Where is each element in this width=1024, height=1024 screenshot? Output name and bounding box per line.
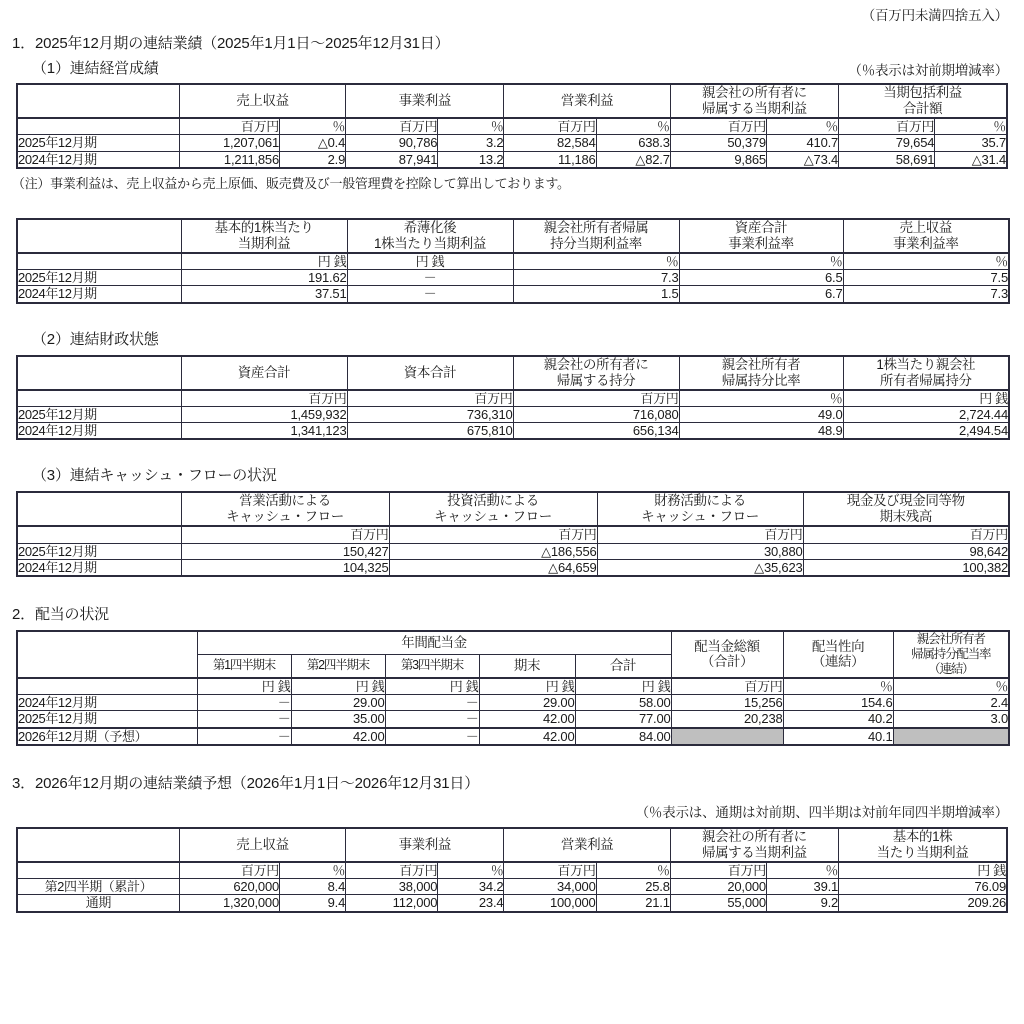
table-header-row [17,356,1009,390]
cell-q1: － [197,711,291,728]
table-row-forecast [17,728,1009,745]
cell-q2: 42.00 [291,728,385,745]
cell-financing-cf: △35,623 [597,559,803,576]
header-margin-line1: 売上収益 [899,219,952,235]
table-unit-row [17,118,1007,135]
unit-total-assets: 百万円 [181,390,347,407]
cell-dividend-total: 77.00 [575,711,671,728]
cell-operating-profit-pct: 21.1 [596,895,670,912]
cell-net-income: 20,000 [670,879,766,895]
table-row [17,151,1007,168]
header-net-income-line1: 親会社の所有者に [701,85,807,100]
header-net-income [670,84,838,118]
header-comprehensive-income [839,84,1007,118]
header-net-income-line2: 帰属する当期利益 [701,844,807,860]
header-total-dividend-line1: 配当金総額 [694,638,760,654]
unit-revenue-yen: 百万円 [179,862,279,879]
cell-diluted-eps: － [347,270,513,286]
header-financing-cf-line1: 財務活動による [654,493,746,509]
table-row [17,135,1007,151]
cell-revenue: 1,207,061 [179,135,279,151]
cell-year-end: 42.00 [479,728,575,745]
row-label: 2026年12月期（予想） [17,728,197,745]
cell-operating-profit-pct: 25.8 [596,879,670,895]
cell-operating-profit: 34,000 [504,879,596,895]
cash-flow-table [16,491,1010,577]
rounding-note: （百万円未満四捨五入） [861,8,1008,23]
section1-heading: 1．2025年12月期の連結業績（2025年1月1日～2025年12月31日） [12,35,450,52]
header-total-equity: 資本合計 [347,356,513,390]
cell-revenue-pct: 9.4 [280,895,346,912]
header-equity-ratio-line2: 帰属持分比率 [721,372,801,388]
cell-total-equity: 736,310 [347,406,513,422]
header-business-profit: 事業利益 [346,828,504,862]
table-header-row [17,492,1009,526]
unit-business-pct: ％ [438,862,504,879]
cell-payout: 40.1 [783,728,893,745]
section1-sub1-heading: （1）連結経営成績 [32,60,159,77]
header-cash-end-line1: 現金及び現金同等物 [846,493,965,509]
table-header-row [17,219,1009,253]
header-business-profit: 事業利益 [346,84,504,118]
section1-note1: （注）事業利益は、売上収益から売上原価、販売費及び一般管理費を控除して算出しております。 [12,175,570,191]
unit-q2: 円 銭 [291,678,385,695]
cell-net-income-pct: 410.7 [766,135,838,151]
header-financing-cf [597,492,803,526]
financial-position-table [16,355,1010,441]
section3-note: （％表示は、通期は対前期、四半期は対前年同四半期増減率） [635,804,1008,820]
header-net-income [670,828,838,862]
cell-parent-equity: 716,080 [513,406,679,422]
header-payout-ratio-line2: （連結） [811,654,865,670]
row-label: 2024年12月期 [17,694,197,710]
cell-year-end: 29.00 [479,694,575,710]
cell-revenue: 1,211,856 [179,151,279,168]
table-header-row [17,828,1007,862]
unit-financing-cf: 百万円 [597,526,803,543]
unit-eps: 円 銭 [839,862,1007,879]
header-revenue: 売上収益 [179,828,345,862]
cell-equity-ratio: 49.0 [679,406,843,422]
cell-business-profit-pct: 3.2 [438,135,504,151]
row-label: 2025年12月期 [17,135,179,151]
section1-sub1-note: （％表示は対前期増減率） [848,63,1008,78]
cell-margin: 7.5 [843,270,1009,286]
row-label: 通期 [17,895,179,912]
unit-dividend-total: 円 銭 [575,678,671,695]
corner-cell [17,828,179,862]
cell-revenue-pct: △0.4 [280,135,346,151]
unit-net-yen: 百万円 [670,118,766,135]
unit-roa: ％ [679,253,843,270]
cell-net-income: 9,865 [670,151,766,168]
cell-q3: － [385,694,479,710]
header-annual-dividend-group: 年間配当金 [197,631,671,654]
unit-parent-equity: 百万円 [513,390,679,407]
table-row [17,406,1009,422]
row-label: 2024年12月期 [17,559,181,576]
cell-total-amount: 15,256 [671,694,783,710]
cell-operating-profit-pct: 638.3 [596,135,670,151]
section3-heading: 3．2026年12月期の連結業績予想（2026年1月1日～2026年12月31日） [12,774,479,792]
section2-heading: 2．配当の状況 [12,606,109,624]
unit-operating-pct: ％ [596,862,670,879]
unit-business-yen: 百万円 [346,862,438,879]
header-parent-equity-line2: 帰属する持分 [556,372,636,388]
table-row [17,879,1007,895]
cell-net-income-pct: 39.1 [766,879,838,895]
table-header-row-top [17,631,1009,654]
cell-net-income: 50,379 [670,135,766,151]
cell-margin: 7.3 [843,286,1009,303]
unit-revenue-pct: ％ [280,118,346,135]
cell-business-profit-pct: 34.2 [438,879,504,895]
cell-total-assets: 1,341,123 [181,423,347,440]
header-investing-cf-line1: 投資活動による [447,493,539,509]
unit-revenue-pct: ％ [280,862,346,879]
header-doe [893,631,1009,677]
cell-equity-ratio: 48.9 [679,423,843,440]
cell-business-profit: 112,000 [346,895,438,912]
cell-q1: － [197,728,291,745]
header-bps-line1: 1株当たり親会社 [876,356,976,372]
unit-business-pct: ％ [438,118,504,135]
header-eps-line2: 当たり当期利益 [876,844,969,860]
cell-roa: 6.5 [679,270,843,286]
cell-total-assets: 1,459,932 [181,406,347,422]
table-row [17,895,1007,912]
unit-margin: ％ [843,253,1009,270]
unit-comp-yen: 百万円 [839,118,935,135]
cell-net-income: 55,000 [670,895,766,912]
cell-doe: 3.0 [893,711,1009,728]
cell-investing-cf: △186,556 [389,543,597,559]
table-row [17,423,1009,440]
unit-business-yen: 百万円 [346,118,438,135]
unit-corner-cell [17,118,179,135]
unit-total-amount: 百万円 [671,678,783,695]
corner-cell [17,84,179,118]
header-operating-profit: 営業利益 [504,84,670,118]
header-operating-profit: 営業利益 [504,828,670,862]
cell-diluted-eps: － [347,286,513,303]
cell-revenue-pct: 2.9 [280,151,346,168]
header-total-dividend-line2: （合計） [700,654,754,670]
cell-revenue-pct: 8.4 [280,879,346,895]
table-unit-row [17,862,1007,879]
corner-cell [17,492,181,526]
header-margin [843,219,1009,253]
header-diluted-eps-line1: 希薄化後 [403,219,457,235]
header-payout-ratio-line1: 配当性向 [811,638,865,654]
header-cash-end [803,492,1009,526]
consolidated-results-table [16,83,1008,169]
cell-payout: 154.6 [783,694,893,710]
unit-operating-yen: 百万円 [504,862,596,879]
table-row [17,543,1009,559]
cell-q2: 35.00 [291,711,385,728]
unit-investing-cf: 百万円 [389,526,597,543]
header-q3-end: 第3四半期末 [385,654,479,677]
cell-investing-cf: △64,659 [389,559,597,576]
header-operating-cf [181,492,389,526]
row-label: 2024年12月期 [17,423,181,440]
unit-equity-ratio: ％ [679,390,843,407]
cell-operating-profit: 82,584 [504,135,596,151]
cell-net-income-pct: △73.4 [766,151,838,168]
cell-eps: 76.09 [839,879,1007,895]
unit-corner-cell [17,390,181,407]
cell-revenue: 1,320,000 [179,895,279,912]
cell-total-equity: 675,810 [347,423,513,440]
header-roe-line2: 持分当期利益率 [550,235,642,251]
cell-business-profit: 90,786 [346,135,438,151]
cell-parent-equity: 656,134 [513,423,679,440]
unit-comp-pct: ％ [935,118,1007,135]
table-header-row [17,84,1007,118]
cell-q3: － [385,711,479,728]
row-label: 2025年12月期 [17,270,181,286]
header-basic-eps [181,219,347,253]
header-net-income-line2: 帰属する当期利益 [701,100,807,116]
table-row [17,559,1009,576]
forecast-table [16,827,1008,913]
cell-q3: － [385,728,479,745]
header-eps-line1: 基本的1株 [892,828,953,844]
cell-business-profit-pct: 23.4 [438,895,504,912]
cell-eps: 209.26 [839,895,1007,912]
unit-operating-yen: 百万円 [504,118,596,135]
unit-basic-eps: 円 銭 [181,253,347,270]
table-unit-row [17,526,1009,543]
unit-net-pct: ％ [766,118,838,135]
header-diluted-eps-line2: 1株当たり当期利益 [374,235,486,251]
corner-cell [17,631,197,677]
header-equity-ratio-line1: 親会社所有者 [721,356,801,372]
header-payout-ratio [783,631,893,677]
cell-doe: 2.4 [893,694,1009,710]
row-label: 2025年12月期 [17,711,197,728]
header-financing-cf-line2: キャッシュ・フロー [641,509,759,525]
unit-corner-cell [17,253,181,270]
per-share-indicators-table [16,218,1010,304]
header-doe-line1: 親会社所有者 [916,632,985,647]
unit-total-equity: 百万円 [347,390,513,407]
row-label: 第2四半期（累計） [17,879,179,895]
cell-q2: 29.00 [291,694,385,710]
unit-roe: ％ [513,253,679,270]
header-total-assets: 資産合計 [181,356,347,390]
cell-year-end: 42.00 [479,711,575,728]
table-row [17,270,1009,286]
header-roa-line2: 事業利益率 [728,235,794,251]
row-label: 2024年12月期 [17,286,181,303]
cell-operating-cf: 104,325 [181,559,389,576]
cell-cash-end: 98,642 [803,543,1009,559]
table-unit-row [17,390,1009,407]
header-cash-end-line2: 期末残高 [879,509,932,525]
header-year-end: 期末 [479,654,575,677]
unit-net-yen: 百万円 [670,862,766,879]
header-comprehensive-line2: 合計額 [902,100,943,116]
cell-financing-cf: 30,880 [597,543,803,559]
cell-comprehensive: 79,654 [839,135,935,151]
cell-comprehensive: 58,691 [839,151,935,168]
header-eps [839,828,1007,862]
unit-q3: 円 銭 [385,678,479,695]
header-parent-equity [513,356,679,390]
row-label: 2024年12月期 [17,151,179,168]
unit-q1: 円 銭 [197,678,291,695]
header-basic-eps-line2: 当期利益 [237,235,291,251]
cell-basic-eps: 37.51 [181,286,347,303]
unit-year-end: 円 銭 [479,678,575,695]
row-label: 2025年12月期 [17,406,181,422]
unit-doe: ％ [893,678,1009,695]
header-equity-ratio [679,356,843,390]
unit-revenue-yen: 百万円 [179,118,279,135]
dividend-status-table [16,630,1010,746]
table-row [17,694,1009,710]
corner-cell [17,219,181,253]
header-revenue: 売上収益 [179,84,345,118]
cell-operating-cf: 150,427 [181,543,389,559]
header-roe [513,219,679,253]
unit-bps: 円 銭 [843,390,1009,407]
header-roa-line1: 資産合計 [734,219,788,235]
cell-business-profit-pct: 13.2 [438,151,504,168]
section1-sub2-heading: （2）連結財政状態 [32,330,159,348]
cell-operating-profit: 100,000 [504,895,596,912]
table-unit-row [17,253,1009,270]
cell-comprehensive-pct: 35.7 [935,135,1007,151]
unit-cash-end: 百万円 [803,526,1009,543]
cell-net-income-pct: 9.2 [766,895,838,912]
cell-payout: 40.2 [783,711,893,728]
header-investing-cf-line2: キャッシュ・フロー [434,509,552,525]
header-basic-eps-line1: 基本的1株当たり [214,219,314,235]
cell-basic-eps: 191.62 [181,270,347,286]
unit-operating-cf: 百万円 [181,526,389,543]
unit-net-pct: ％ [766,862,838,879]
cell-roa: 6.7 [679,286,843,303]
cell-total-amount-shaded [671,728,783,745]
header-doe-line2: 帰属持分配当率 [911,647,991,662]
unit-corner-cell [17,526,181,543]
unit-operating-pct: ％ [596,118,670,135]
cell-bps: 2,724.44 [843,406,1009,422]
cell-q1: － [197,694,291,710]
header-doe-line3: （連結） [928,661,974,676]
unit-payout: ％ [783,678,893,695]
corner-cell [17,356,181,390]
table-unit-row [17,678,1009,695]
header-bps-line2: 所有者帰属持分 [879,372,972,388]
cell-total-amount: 20,238 [671,711,783,728]
header-diluted-eps [347,219,513,253]
row-label: 2025年12月期 [17,543,181,559]
cell-dividend-total: 58.00 [575,694,671,710]
header-dividend-total: 合計 [575,654,671,677]
unit-corner-cell [17,678,197,695]
cell-dividend-total: 84.00 [575,728,671,745]
cell-business-profit: 38,000 [346,879,438,895]
cell-roe: 7.3 [513,270,679,286]
header-parent-equity-line1: 親会社の所有者に [543,356,649,372]
header-q1-end: 第1四半期末 [197,654,291,677]
unit-diluted-eps: 円 銭 [347,253,513,270]
cell-cash-end: 100,382 [803,559,1009,576]
unit-corner-cell [17,862,179,879]
table-row [17,711,1009,728]
header-operating-cf-line2: キャッシュ・フロー [226,509,344,525]
header-roe-line1: 親会社所有者帰属 [543,219,649,235]
header-net-income-line1: 親会社の所有者に [701,828,807,844]
header-q2-end: 第2四半期末 [291,654,385,677]
cell-doe-shaded [893,728,1009,745]
cell-revenue: 620,000 [179,879,279,895]
table-row [17,286,1009,303]
cell-operating-profit: 11,186 [504,151,596,168]
cell-bps: 2,494.54 [843,423,1009,440]
header-operating-cf-line1: 営業活動による [239,493,331,509]
section1-sub3-heading: （3）連結キャッシュ・フローの状況 [32,467,277,485]
header-comprehensive-line1: 当期包括利益 [883,85,962,100]
cell-roe: 1.5 [513,286,679,303]
header-roa [679,219,843,253]
header-margin-line2: 事業利益率 [893,235,959,251]
header-bps [843,356,1009,390]
cell-business-profit: 87,941 [346,151,438,168]
cell-comprehensive-pct: △31.4 [935,151,1007,168]
cell-operating-profit-pct: △82.7 [596,151,670,168]
header-total-dividend-amount [671,631,783,677]
header-investing-cf [389,492,597,526]
